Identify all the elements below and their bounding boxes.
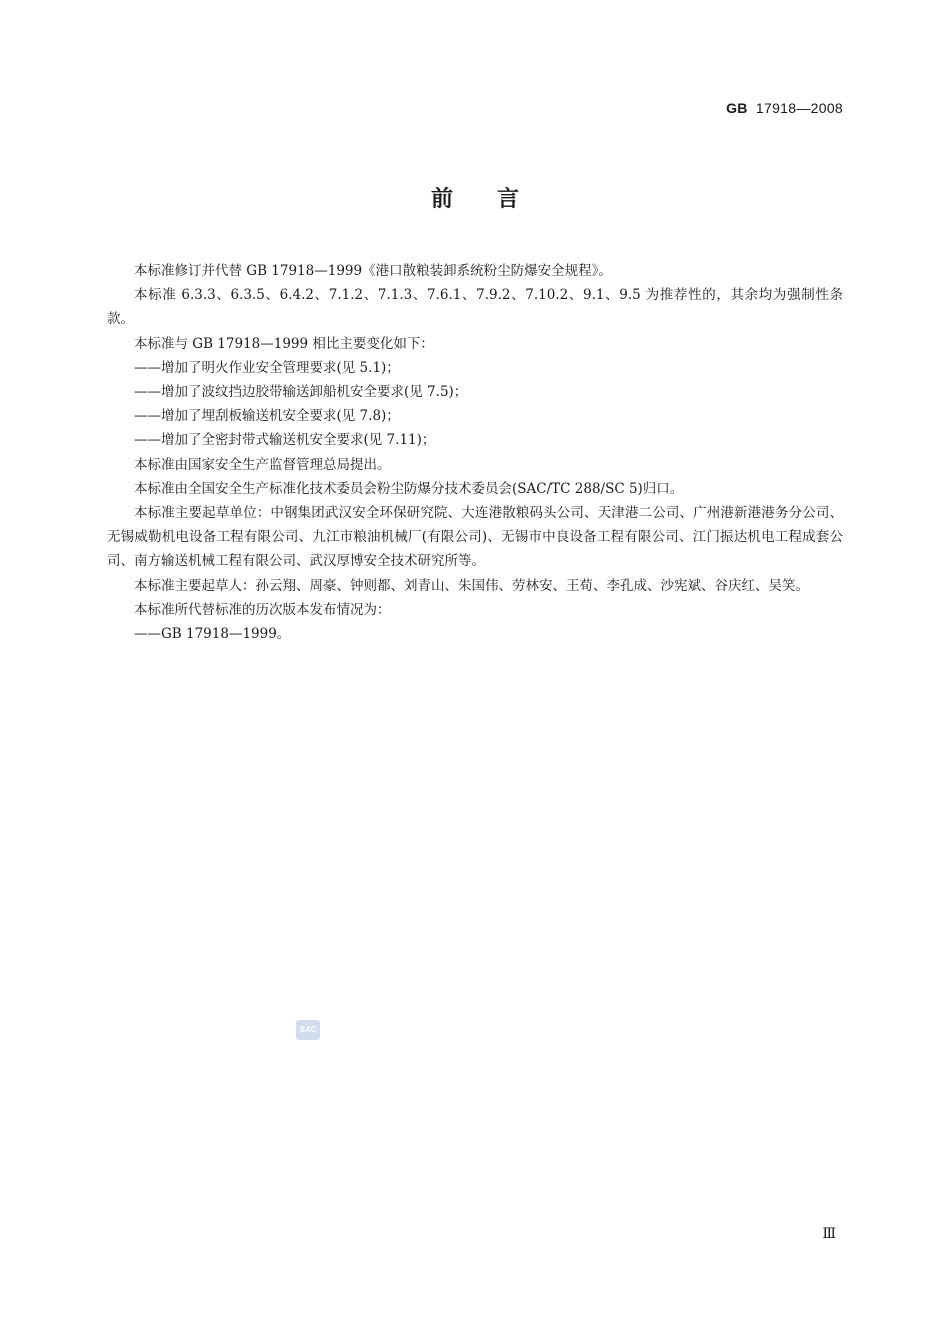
paragraph: 本标准由全国安全生产标准化技术委员会粉尘防爆分技术委员会(SAC/TC 288/SC 5)归口。 (134, 480, 684, 497)
sac-logo-icon: SAC (296, 1020, 320, 1040)
paragraph: 本标准所代替标准的历次版本发布情况为： (134, 601, 391, 618)
standard-number: 17918—2008 (755, 100, 843, 116)
standard-prefix: GB (726, 100, 748, 116)
foreword-body (107, 259, 843, 646)
previous-version-item: ——GB 17918—1999。 (134, 626, 291, 643)
paragraph: 本标准由国家安全生产监督管理总局提出。 (134, 456, 391, 473)
paragraph: 本标准修订并代替 GB 17918—1999《港口散粮装卸系统粉尘防爆安全规程》。 (134, 263, 612, 279)
paragraph: 本标准主要起草单位：中钢集团武汉安全环保研究院、大连港散粮码头公司、天津港二公司、广州港新港港务分公司、无锡威勒机电设备工程有限公司、九江市粮油机械厂(有限公司)、无锡市中良设备工程有限公司、江门振达机电工程成套公司、南方输送机械工程有限公司、武汉厚博安全技术研究所等。 (107, 505, 843, 570)
page-title: 前言 (430, 187, 563, 212)
change-list-item: ——增加了全密封带式输送机安全要求(见 7.11)； (134, 432, 436, 449)
paragraph: 本标准主要起草人：孙云翔、周豪、钟则都、刘青山、朱国伟、劳林安、王荀、李孔成、沙宪斌、谷庆红、吴笑。 (134, 577, 809, 594)
change-list-item: ——增加了明火作业安全管理要求(见 5.1)； (134, 359, 400, 376)
standard-code (726, 100, 843, 116)
change-list-item: ——增加了波纹挡边胶带输送卸船机安全要求(见 7.5)； (134, 384, 468, 401)
change-list-item: ——增加了埋刮板输送机安全要求(见 7.8)； (134, 408, 400, 425)
page-number: Ⅲ (822, 1227, 836, 1242)
paragraph: 本标准与 GB 17918—1999 相比主要变化如下： (134, 335, 434, 352)
paragraph: 本标准 6.3.3、6.3.5、6.4.2、7.1.2、7.1.3、7.6.1、7.9.2、7.10.2、9.1、9.5 为推荐性的，其余均为强制性条款。 (107, 287, 843, 328)
